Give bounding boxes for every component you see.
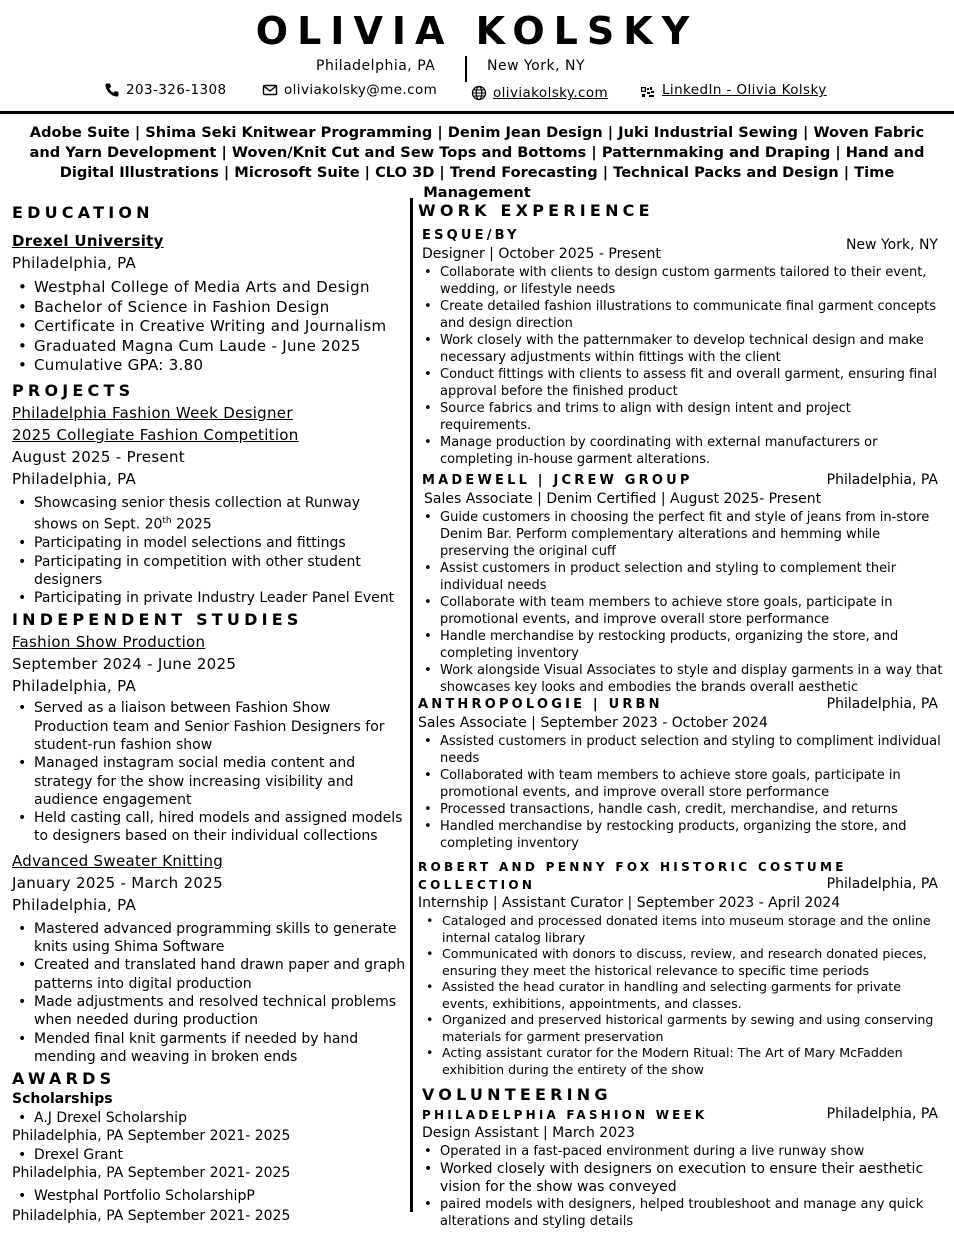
- award-detail: Philadelphia, PA September 2021- 2025: [12, 1165, 291, 1182]
- independent-studies-heading: INDEPENDENT STUDIES: [12, 610, 303, 630]
- school-location: Philadelphia, PA: [12, 254, 137, 272]
- job-location: Philadelphia, PA: [826, 472, 938, 488]
- job-header: [418, 472, 944, 490]
- study-location: Philadelphia, PA: [12, 895, 137, 914]
- header-rule: [0, 111, 954, 114]
- list-item: • Assist customers in product selection and styling to complement their individual needs: [418, 560, 944, 594]
- projects-heading: PROJECTS: [12, 380, 135, 400]
- list-item: • Worked closely with designers on execution to ensure their aesthetic vision for the show was conveyed: [418, 1160, 944, 1196]
- list-item: • Held casting call, hired models and assigned models to designers based on their individual collections: [12, 809, 406, 846]
- job-header: [418, 227, 944, 253]
- project-list: [12, 494, 406, 607]
- award-name: • A.J Drexel Scholarship: [12, 1109, 406, 1127]
- study-list: [12, 920, 406, 1066]
- list-item: • Participating in private Industry Leader Panel Event: [12, 589, 406, 607]
- list-item: • Processed transactions, handle cash, credit, merchandise, and returns: [418, 801, 944, 818]
- job-duties: [418, 913, 944, 1078]
- email-item[interactable]: [262, 82, 437, 98]
- list-item: • Acting assistant curator for the Modern Ritual: The Art of Mary McFadden exhibition during the entirety of the show: [420, 1045, 944, 1078]
- list-item: • Served as a liaison between Fashion Show Production team and Senior Fashion Designers for student-run fashion show: [12, 699, 406, 754]
- list-item: • Operated in a fast-paced environment during a live runway show: [418, 1143, 944, 1160]
- study-dates: September 2024 - June 2025: [12, 655, 237, 674]
- resume-name: OLIVIA KOLSKY: [255, 9, 699, 53]
- award-detail: Philadelphia, PA September 2021- 2025: [12, 1208, 291, 1225]
- job-role: Sales Associate | September 2023 - October 2024: [418, 715, 768, 731]
- email-address: oliviakolsky@me.com: [284, 82, 438, 98]
- qr-code-icon: [640, 82, 656, 98]
- list-item: • Showcasing senior thesis collection at Runway shows on Sept. 20th 2025: [12, 494, 406, 534]
- list-item: • Manage production by coordinating with external manufacturers or completing in-house garment alterations.: [418, 434, 944, 468]
- list-item: • paired models with designers, helped troubleshoot and manage any quick alterations and styling details: [418, 1196, 944, 1230]
- volunteering-heading: VOLUNTEERING: [422, 1085, 612, 1104]
- company-name: MADEWELL | JCREW GROUP: [422, 473, 693, 488]
- linkedin-item[interactable]: [640, 82, 827, 98]
- work-experience-heading: WORK EXPERIENCE: [418, 201, 654, 220]
- project-title-line2: 2025 Collegiate Fashion Competition: [12, 425, 299, 444]
- list-item: • Guide customers in choosing the perfect fit and style of jeans from in-store Denim Bar. Perform complementary alterations and hemming while preserving the original cuff: [418, 509, 944, 560]
- list-item: • Communicated with donors to discuss, review, and research donated pieces, ensuring they meet the historical relevance to specific time periods: [420, 946, 944, 979]
- study-dates: January 2025 - March 2025: [12, 873, 223, 892]
- job-header: [418, 696, 944, 714]
- award-list: [12, 1109, 406, 1127]
- envelope-icon: [262, 82, 278, 98]
- award-detail: Philadelphia, PA September 2021- 2025: [12, 1128, 291, 1145]
- award-name: • Westphal Portfolio ScholarshipP: [12, 1187, 406, 1206]
- left-column: [12, 202, 406, 1226]
- job-role: Sales Associate | Denim Certified | August 2025- Present: [424, 491, 822, 507]
- volunteer-duties: [418, 1143, 944, 1230]
- study-list: [12, 699, 406, 845]
- list-item: • Work closely with the patternmaker to develop technical design and make necessary adjustments within fittings with the client: [418, 332, 944, 366]
- website-item[interactable]: [471, 85, 608, 101]
- phone-item[interactable]: [104, 82, 226, 98]
- column-divider: [410, 198, 413, 1212]
- location-divider: [465, 56, 467, 82]
- job-location: New York, NY: [845, 237, 938, 253]
- list-item: • Cumulative GPA: 3.80: [12, 356, 406, 376]
- list-item: • Conduct fittings with clients to assess fit and overall garment, ensuring final approval before the finished product: [418, 366, 944, 400]
- award-list: [12, 1146, 406, 1165]
- linkedin-link[interactable]: LinkedIn - Olivia Kolsky: [662, 82, 827, 98]
- locations-row: [0, 56, 954, 82]
- awards-heading: AWARDS: [12, 1069, 116, 1089]
- awards-subheading: Scholarships: [12, 1091, 113, 1108]
- contact-row: [0, 82, 954, 104]
- school-name: Drexel University: [12, 232, 164, 250]
- list-item: • Graduated Magna Cum Laude - June 2025: [12, 337, 406, 357]
- job-role: Designer | October 2025 - Present: [422, 246, 661, 262]
- list-item: • Mended final knit garments if needed by hand mending and weaving in broken ends: [12, 1030, 406, 1067]
- study-location: Philadelphia, PA: [12, 677, 137, 696]
- list-item: • Collaborate with team members to achieve store goals, participate in promotional events, and improve overall store performance: [418, 594, 944, 628]
- list-item: • Mastered advanced programming skills to generate knits using Shima Software: [12, 920, 406, 957]
- list-item: • Collaborate with clients to design custom garments tailored to their event, wedding, or lifestyle needs: [418, 264, 944, 298]
- website-link[interactable]: oliviakolsky.com: [493, 85, 609, 101]
- job-duties: [418, 264, 944, 468]
- list-item: • Create detailed fashion illustrations to communicate final garment concepts and design direction: [418, 298, 944, 332]
- list-item: • Assisted customers in product selection and styling to compliment individual needs: [418, 733, 944, 767]
- list-item: • Created and translated hand drawn paper and graph patterns into digital production: [12, 956, 406, 993]
- company-name: ANTHROPOLOGIE | URBN: [418, 697, 663, 712]
- job-location: Philadelphia, PA: [826, 696, 938, 712]
- award-name: • Drexel Grant: [12, 1146, 406, 1165]
- list-item: • Participating in model selections and fittings: [12, 534, 406, 552]
- company-name-continued: COLLECTION: [418, 878, 536, 892]
- list-item: • Handle merchandise by restocking products, organizing the store, and completing inventory: [418, 628, 944, 662]
- list-item: • Made adjustments and resolved technical problems when needed during production: [12, 993, 406, 1030]
- list-item: • Managed instagram social media content and strategy for the show increasing visibility and audience engagement: [12, 754, 406, 809]
- education-list: [12, 278, 406, 376]
- list-item: • Handled merchandise by restocking products, organizing the store, and completing inventory: [418, 818, 944, 852]
- job-duties: [418, 509, 944, 696]
- list-item: • Cataloged and processed donated items into museum storage and the online internal catalog library: [420, 913, 944, 946]
- list-item: • Work alongside Visual Associates to style and display garments in a way that showcases key looks and embodies the brands overall aesthetic: [418, 662, 944, 696]
- skills-summary: Adobe Suite | Shima Seki Knitwear Programming | Denim Jean Design | Juki Industrial Sewing | Woven Fabric and Yarn Development | Woven/Knit Cut and Sew Tops and Bottoms | Patternmaking and Draping | Hand and Digital Illustrations | Microsoft Suite | CLO 3D | Trend Forecasting | Technical Packs and Design | Time Management: [29, 124, 925, 201]
- company-name: ROBERT AND PENNY FOX HISTORIC COSTUME: [418, 860, 847, 874]
- phone-number: 203-326-1308: [126, 82, 227, 98]
- list-item: • Assisted the head curator in handling and selecting garments for private events, exhibitions, appointments, and classes.: [420, 979, 944, 1012]
- location-secondary: New York, NY: [487, 58, 586, 74]
- right-column: [418, 200, 944, 1230]
- list-item: • Bachelor of Science in Fashion Design: [12, 298, 406, 318]
- list-item: • Certificate in Creative Writing and Journalism: [12, 317, 406, 337]
- study-title: Advanced Sweater Knitting: [12, 851, 224, 870]
- volunteer-header: [418, 1106, 944, 1124]
- globe-icon: [471, 85, 487, 101]
- project-title-line1: Philadelphia Fashion Week Designer: [12, 403, 293, 422]
- list-item: • Organized and preserved historical garments by sewing and using conserving materials for garment preservation: [420, 1012, 944, 1045]
- project-location: Philadelphia, PA: [12, 469, 137, 488]
- company-name: ESQUE/BY: [422, 228, 520, 243]
- project-dates: August 2025 - Present: [12, 447, 185, 466]
- job-duties: [418, 733, 944, 852]
- list-item: • Participating in competition with other student designers: [12, 553, 406, 590]
- award-list: [12, 1187, 406, 1206]
- list-item: • Collaborated with team members to achieve store goals, participate in promotional events, and improve overall store performance: [418, 767, 944, 801]
- list-item: • Source fabrics and trims to align with design intent and project requirements.: [418, 400, 944, 434]
- volunteer-role: Design Assistant | March 2023: [422, 1125, 635, 1141]
- education-heading: EDUCATION: [12, 203, 154, 222]
- volunteer-location: Philadelphia, PA: [826, 1106, 938, 1122]
- location-primary: Philadelphia, PA: [316, 58, 436, 74]
- job-header: [418, 858, 944, 894]
- list-item: • Westphal College of Media Arts and Design: [12, 278, 406, 298]
- volunteer-org: PHILADELPHIA FASHION WEEK: [422, 1108, 708, 1122]
- phone-icon: [104, 82, 120, 98]
- job-role: Internship | Assistant Curator | September 2023 - April 2024: [418, 895, 841, 911]
- job-location: Philadelphia, PA: [826, 876, 938, 892]
- study-title: Fashion Show Production: [12, 633, 206, 652]
